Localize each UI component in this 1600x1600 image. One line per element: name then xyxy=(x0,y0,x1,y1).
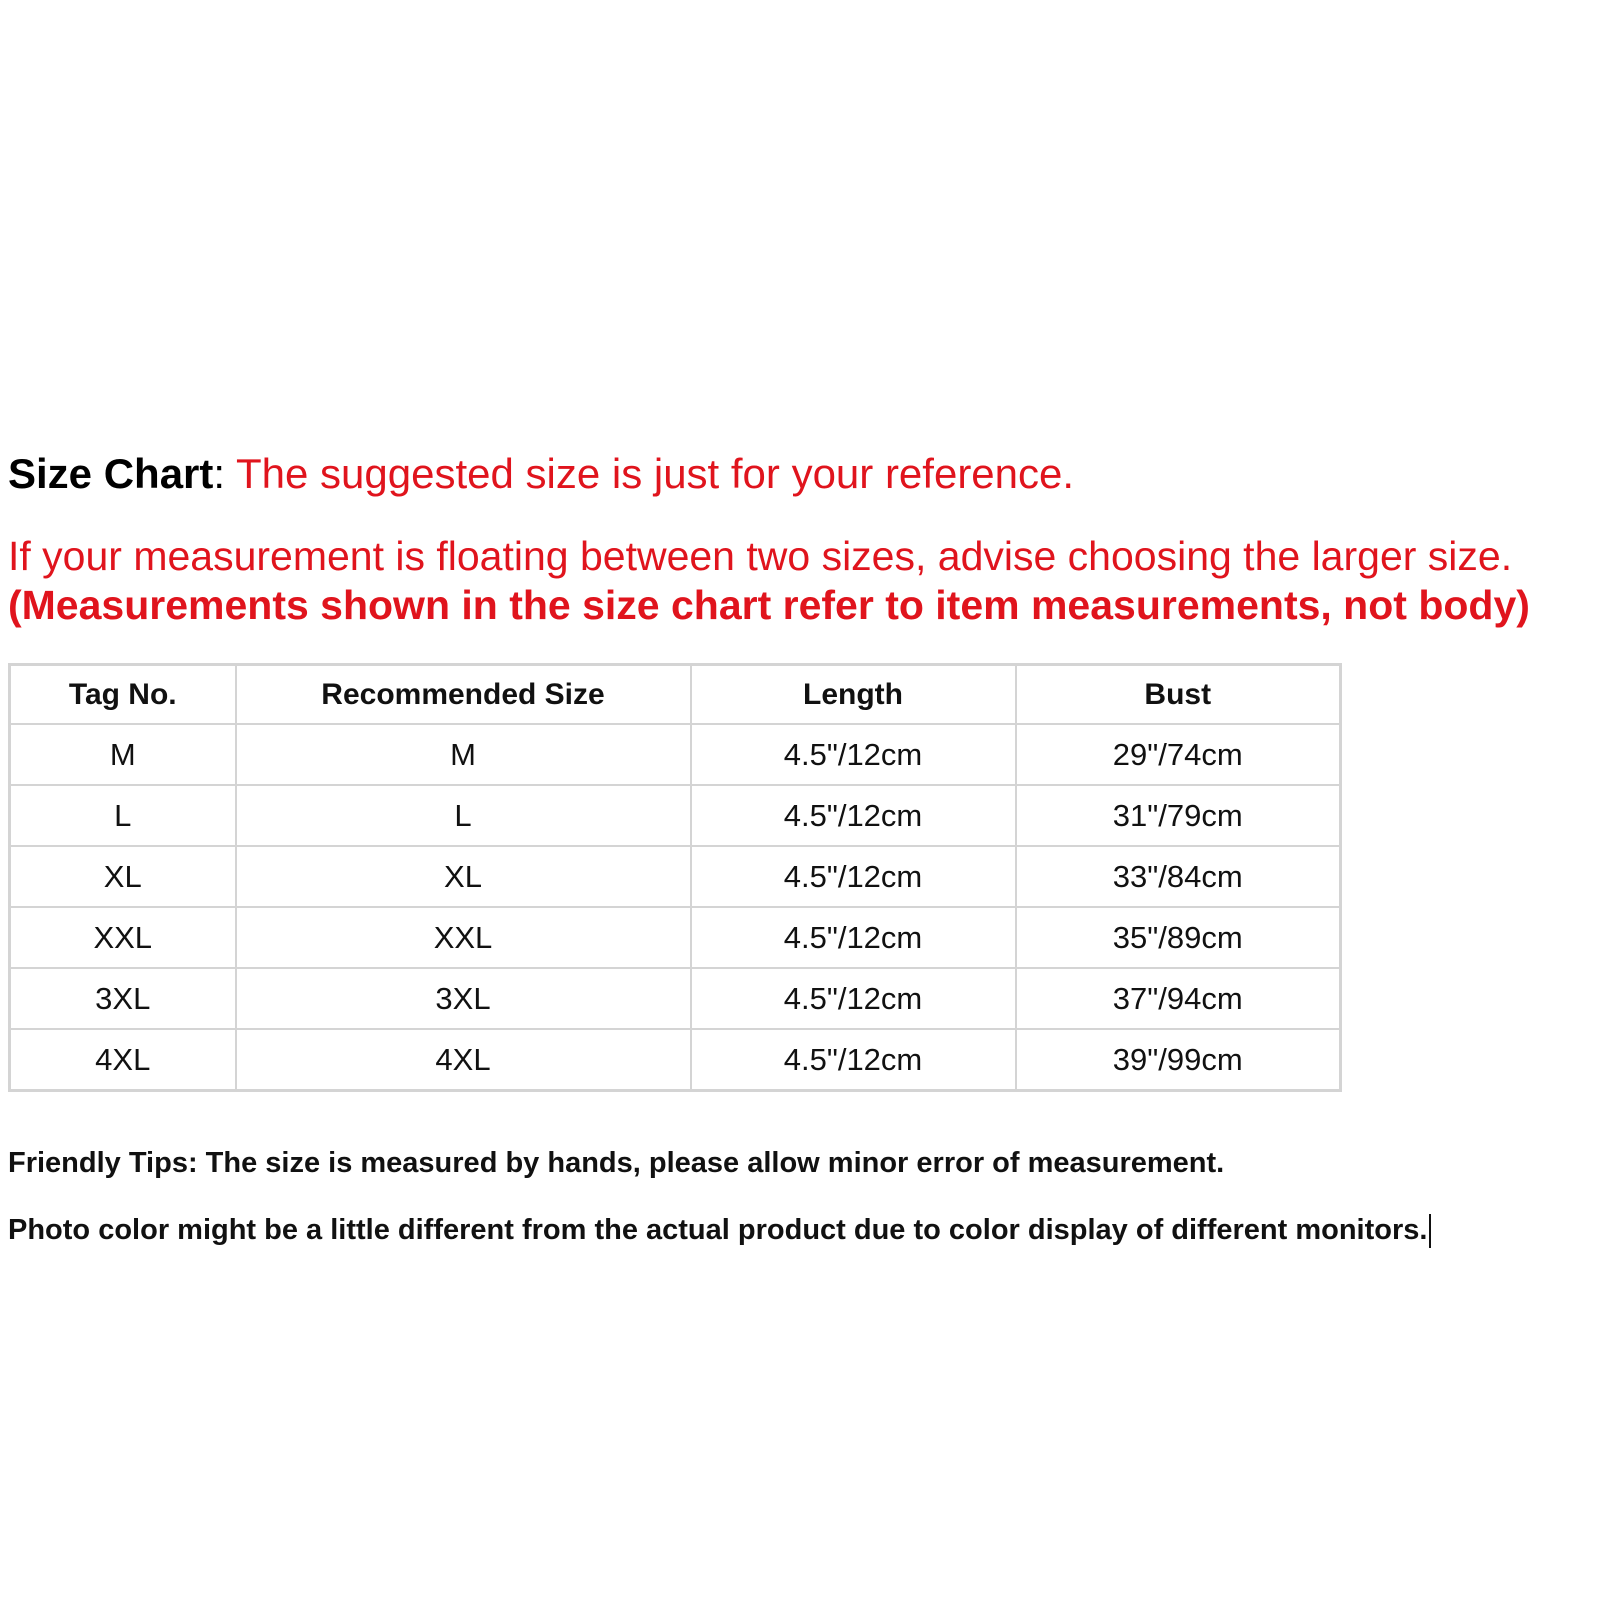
length-cell: 4.5"/12cm xyxy=(691,846,1016,907)
table-row xyxy=(10,724,1341,785)
length-cell: 4.5"/12cm xyxy=(691,785,1016,846)
size-advice: If your measurement is floating between two sizes, advise choosing the larger size. xyxy=(8,533,1513,579)
tag-no-cell: M xyxy=(10,724,236,785)
recommended-size-cell: 3XL xyxy=(236,968,691,1029)
size-table xyxy=(8,663,1342,1092)
measurement-note: (Measurements shown in the size chart refer to item measurements, not body) xyxy=(8,582,1530,628)
reference-note: The suggested size is just for your reference. xyxy=(225,450,1075,497)
recommended-size-cell: XXL xyxy=(236,907,691,968)
table-row xyxy=(10,846,1341,907)
tag-no-cell: 3XL xyxy=(10,968,236,1029)
tag-no-cell: XL xyxy=(10,846,236,907)
length-cell: 4.5"/12cm xyxy=(691,1029,1016,1091)
tag-no-cell: L xyxy=(10,785,236,846)
title-colon: : xyxy=(213,450,226,497)
tag-no-cell: XXL xyxy=(10,907,236,968)
table-header-row xyxy=(10,665,1341,725)
column-header-recommended-size: Recommended Size xyxy=(236,665,691,725)
photo-color-note xyxy=(8,1210,1431,1250)
photo-color-text: Photo color might be a little different from the actual product due to color display of different monitors. xyxy=(8,1214,1428,1246)
bust-cell: 39"/99cm xyxy=(1016,1029,1341,1091)
column-header-bust: Bust xyxy=(1016,665,1341,725)
bust-cell: 35"/89cm xyxy=(1016,907,1341,968)
table-row xyxy=(10,968,1341,1029)
recommended-size-cell: XL xyxy=(236,846,691,907)
bust-cell: 37"/94cm xyxy=(1016,968,1341,1029)
column-header-tag-no: Tag No. xyxy=(10,665,236,725)
length-cell: 4.5"/12cm xyxy=(691,907,1016,968)
length-cell: 4.5"/12cm xyxy=(691,724,1016,785)
text-cursor xyxy=(1429,1214,1431,1248)
column-header-length: Length xyxy=(691,665,1016,725)
friendly-tip: Friendly Tips: The size is measured by hands, please allow minor error of measurement. xyxy=(8,1147,1225,1179)
table-row xyxy=(10,785,1341,846)
bust-cell: 29"/74cm xyxy=(1016,724,1341,785)
tag-no-cell: 4XL xyxy=(10,1029,236,1091)
length-cell: 4.5"/12cm xyxy=(691,968,1016,1029)
recommended-size-cell: 4XL xyxy=(236,1029,691,1091)
table-row xyxy=(10,1029,1341,1091)
size-chart-title xyxy=(8,448,1074,500)
bust-cell: 33"/84cm xyxy=(1016,846,1341,907)
size-chart-label: Size Chart xyxy=(8,450,214,497)
recommended-size-cell: M xyxy=(236,724,691,785)
table-row xyxy=(10,907,1341,968)
bust-cell: 31"/79cm xyxy=(1016,785,1341,846)
recommended-size-cell: L xyxy=(236,785,691,846)
